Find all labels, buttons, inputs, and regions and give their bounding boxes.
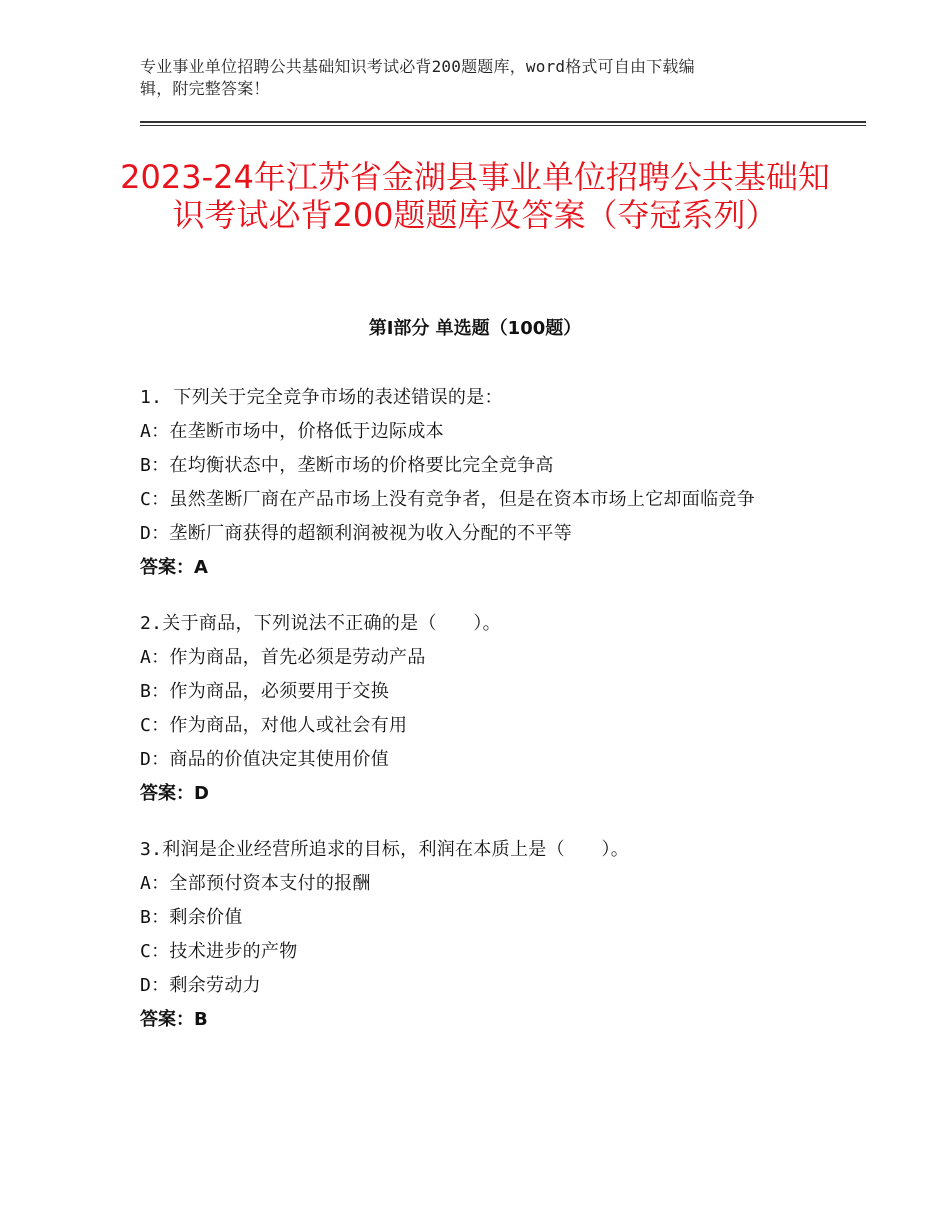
option-a: A：在垄断市场中，价格低于边际成本: [140, 421, 444, 442]
option-b: B：在均衡状态中，垄断市场的价格要比完全竞争高: [140, 455, 554, 476]
option-c: C：技术进步的产物: [140, 941, 298, 962]
question-1: [140, 381, 820, 585]
option-b: B：剩余价值: [140, 907, 243, 928]
option-c: C：虽然垄断厂商在产品市场上没有竞争者，但是在资本市场上它却面临竞争: [140, 489, 756, 510]
answer: 答案：A: [140, 557, 208, 578]
section-title: 第Ⅰ部分 单选题（100题）: [368, 318, 582, 339]
option-a: A：全部预付资本支付的报酬: [140, 873, 371, 894]
header-rule-thin: [140, 125, 866, 126]
question-stem: 1. 下列关于完全竞争市场的表述错误的是：: [140, 387, 503, 408]
header-note-line-2: 辑，附完整答案！: [140, 79, 270, 98]
option-d: D：剩余劳动力: [140, 975, 261, 996]
answer: 答案：D: [140, 783, 209, 804]
option-d: D：商品的价值决定其使用价值: [140, 749, 390, 770]
document-title: 2023-24年江苏省金湖县事业单位招聘公共基础知识考试必背200题题库及答案（夺冠系列）: [120, 158, 830, 234]
question-stem: 2.关于商品，下列说法不正确的是（ ）。: [140, 613, 501, 634]
option-a: A：作为商品，首先必须是劳动产品: [140, 647, 426, 668]
option-d: D：垄断厂商获得的超额利润被视为收入分配的不平等: [140, 523, 573, 544]
question-3: [140, 833, 820, 1037]
answer: 答案：B: [140, 1009, 208, 1030]
question-list: [140, 381, 820, 1059]
question-2: [140, 607, 820, 811]
header-note: [140, 56, 800, 100]
header-note-line-1: 专业事业单位招聘公共基础知识考试必背200题题库，word格式可自由下载编: [140, 57, 695, 76]
question-stem: 3.利润是企业经营所追求的目标，利润在本质上是（ ）。: [140, 839, 630, 860]
option-b: B：作为商品，必须要用于交换: [140, 681, 390, 702]
option-c: C：作为商品，对他人或社会有用: [140, 715, 408, 736]
header-rule-thick: [140, 121, 866, 123]
